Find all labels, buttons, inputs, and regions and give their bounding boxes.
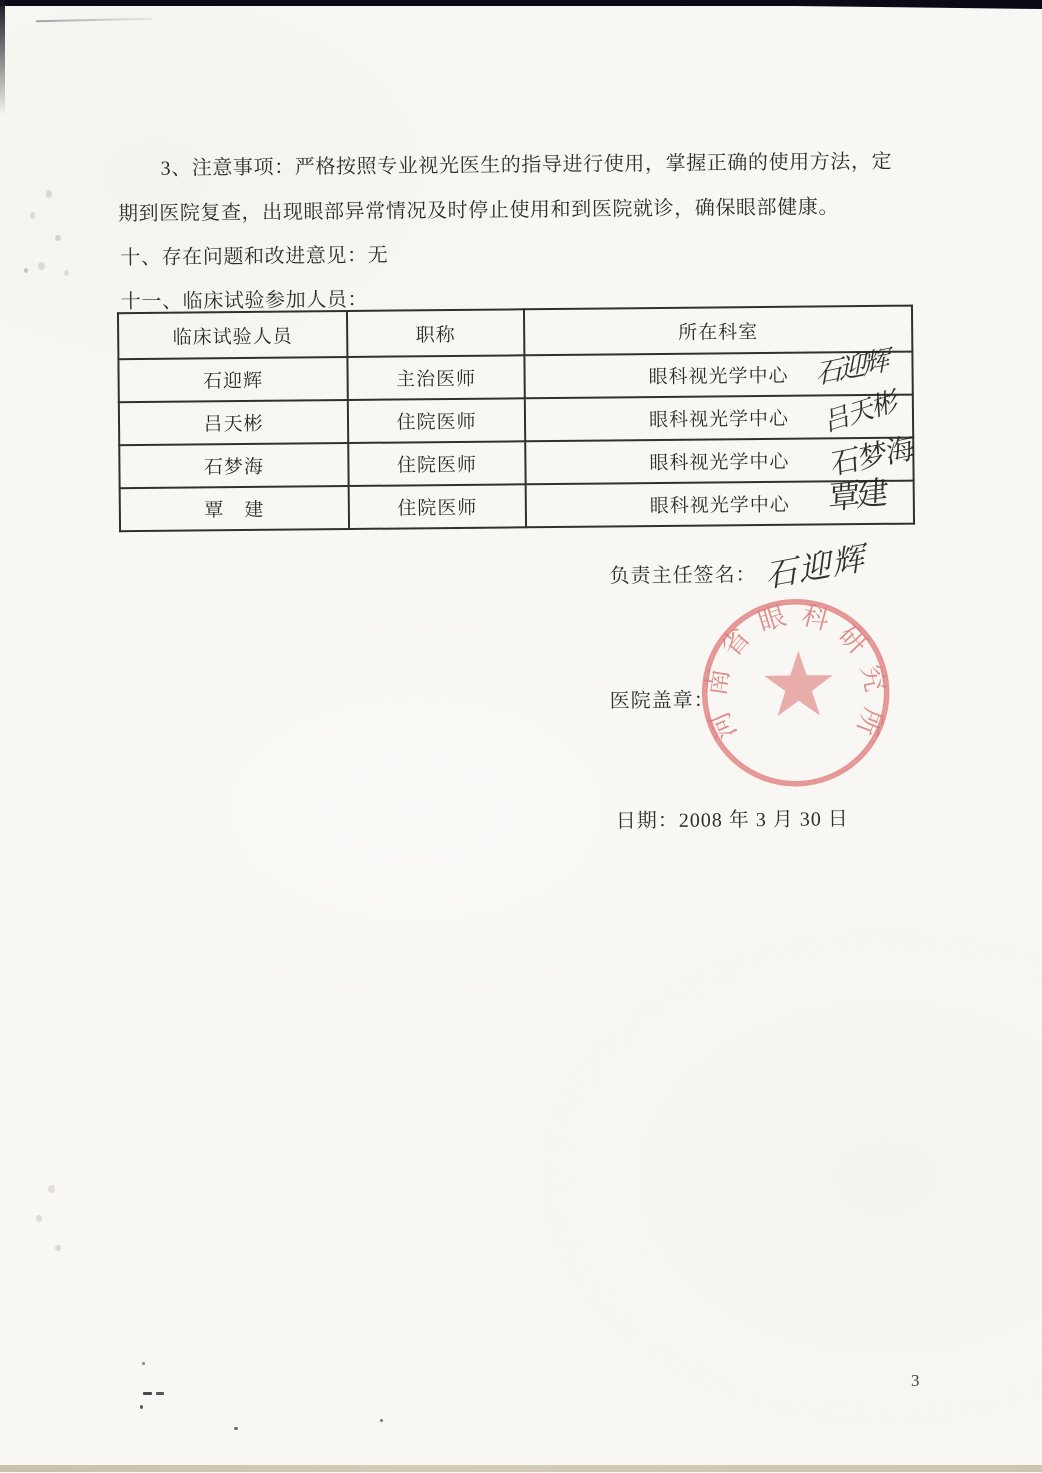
cell-department: 眼科视光学中心 <box>524 352 912 399</box>
director-handwritten-signature: 石迎辉 <box>765 538 871 595</box>
cell-department: 眼科视光学中心 <box>525 438 913 485</box>
page-number: 3 <box>911 1371 920 1390</box>
header-title: 职称 <box>347 309 524 357</box>
cell-name: 石梦海 <box>119 443 348 488</box>
hospital-round-seal <box>695 592 897 794</box>
participants-table <box>117 305 915 533</box>
director-signature-label: 负责主任签名： <box>609 564 757 588</box>
handwritten-signature-row2: 吕天彬 <box>824 385 899 438</box>
header-personnel: 临床试验人员 <box>118 311 347 359</box>
header-department: 所在科室 <box>524 306 912 356</box>
handwritten-signature-row1: 石迎辉 <box>814 344 892 391</box>
cell-title: 住院医师 <box>348 398 525 443</box>
section-eleven-heading: 十一、临床试验参加人员： <box>120 288 369 314</box>
cell-department: 眼科视光学中心 <box>525 395 913 442</box>
seal-text: 河南省眼科研究所 <box>700 599 891 744</box>
cell-name: 覃 建 <box>120 486 349 531</box>
date-line: 日期：2008 年 3 月 30 日 <box>615 808 849 833</box>
seal-star-icon <box>764 650 833 716</box>
cell-department: 眼科视光学中心 <box>526 481 914 528</box>
section-ten-heading: 十、存在问题和改进意见：无 <box>120 244 389 270</box>
table-row <box>119 395 913 446</box>
table-row <box>119 438 913 489</box>
notice-paragraph-line2: 期到医院复查，出现眼部异常情况及时停止使用和到医院就诊，确保眼部健康。 <box>117 196 840 226</box>
hospital-seal-label: 医院盖章： <box>609 689 715 713</box>
cell-title: 住院医师 <box>348 441 525 486</box>
handwritten-signature-row3: 石梦海 <box>830 432 915 482</box>
cell-name: 吕天彬 <box>119 400 348 445</box>
cell-title: 住院医师 <box>349 484 526 529</box>
cell-name: 石迎辉 <box>118 357 347 402</box>
cell-title: 主治医师 <box>347 355 524 400</box>
table-row <box>118 352 912 403</box>
notice-paragraph-line1: 3、注意事项：严格按照专业视光医生的指导进行使用，掌握正确的使用方法，定 <box>160 150 893 180</box>
handwritten-signature-row4: 覃建 <box>828 474 886 517</box>
table-header-row <box>118 306 912 360</box>
table-row <box>120 481 914 532</box>
